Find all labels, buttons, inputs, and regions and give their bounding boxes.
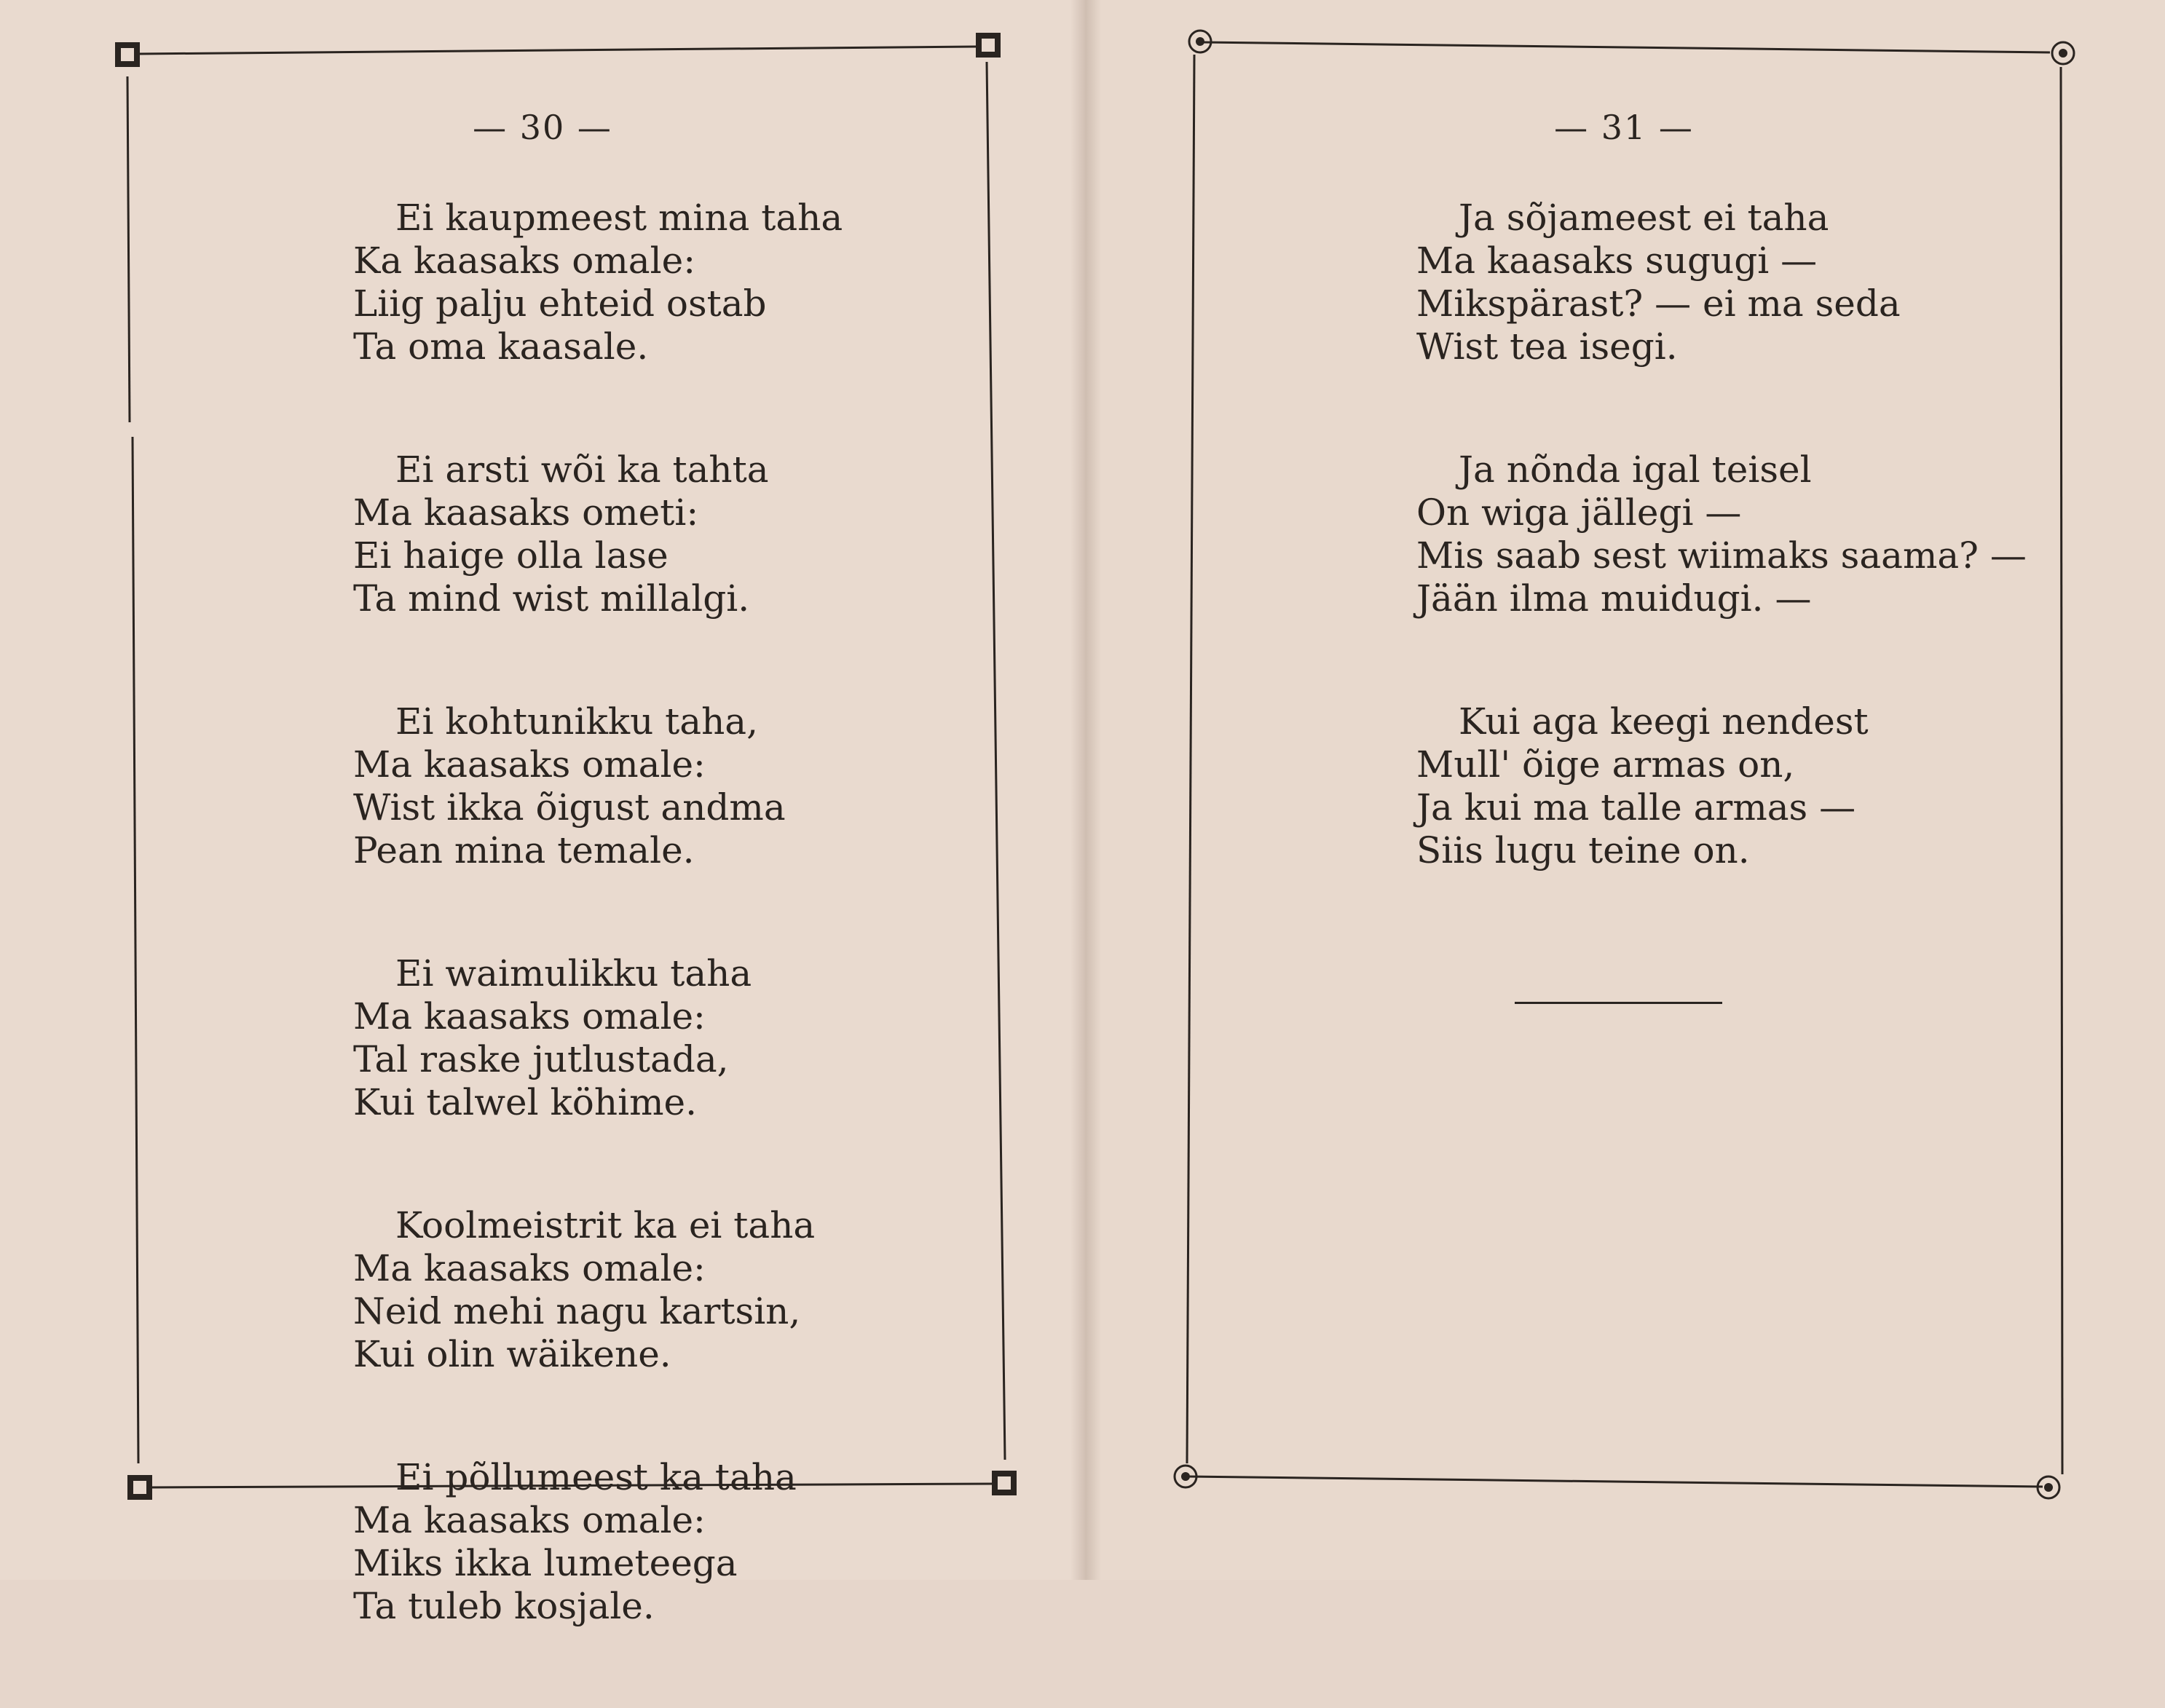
verse-line: Mis saab sest wiimaks saama? — <box>1416 534 2027 577</box>
verse-line: Ei waimulikku taha <box>395 952 752 995</box>
page-number: — 30 — <box>473 108 612 147</box>
stanza <box>1416 197 2021 368</box>
verse-line: Pean mina temale. <box>353 829 695 871</box>
stanza <box>353 1204 863 1376</box>
verse-line: Ta mind wist millalgi. <box>353 577 750 620</box>
poem-text <box>1416 197 2027 952</box>
verse-line: Ma kaasaks omale: <box>353 995 706 1037</box>
verse-line: Ma kaasaks omale: <box>353 1247 706 1289</box>
stanza <box>1416 700 2021 872</box>
verse-line: Miks ikka lumeteega <box>353 1542 738 1584</box>
end-rule <box>1515 1002 1722 1004</box>
corner-ornament-icon <box>127 1475 152 1500</box>
verse-line: Ei kaupmeest mina taha <box>395 197 843 239</box>
verse-line: Mull' õige armas on, <box>1416 743 1795 786</box>
verse-line: Ta tuleb kosjale. <box>353 1585 655 1627</box>
book-gutter <box>1070 0 1101 1580</box>
right-page <box>1085 0 2165 1580</box>
verse-line: Kui talwel köhime. <box>353 1081 697 1123</box>
verse-line: Ka kaasaks omale: <box>353 240 696 282</box>
corner-ornament-icon <box>115 42 140 67</box>
verse-line: Tal raske jutlustada, <box>353 1038 729 1080</box>
verse-line: Jään ilma muidugi. — <box>1416 577 1812 620</box>
verse-line: Neid mehi nagu kartsin, <box>353 1290 801 1332</box>
verse-line: Ta oma kaasale. <box>353 325 649 368</box>
verse-line: Ei kohtunikku taha, <box>395 700 758 743</box>
corner-ornament-icon <box>976 33 1001 58</box>
verse-line: Ja nõnda igal teisel <box>1459 448 1812 491</box>
stanza <box>353 197 863 368</box>
verse-line: Ei arsti wõi ka tahta <box>395 448 769 491</box>
stanza <box>353 1456 863 1628</box>
corner-ornament-icon <box>992 1471 1017 1495</box>
verse-line: Siis lugu teine on. <box>1416 829 1750 871</box>
verse-line: Liig palju ehteid ostab <box>353 282 767 325</box>
verse-line: Wist ikka õigust andma <box>353 786 786 829</box>
verse-line: On wiga jällegi — <box>1416 491 1742 534</box>
verse-line: Ma kaasaks ometi: <box>353 491 699 534</box>
stanza <box>1416 448 2027 620</box>
left-page <box>0 0 1085 1627</box>
verse-line: Ei põllumeest ka taha <box>395 1456 797 1498</box>
verse-line: Kui aga keegi nendest <box>1459 700 1869 743</box>
verse-line: Koolmeistrit ka ei taha <box>395 1204 816 1246</box>
verse-line: Ja kui ma talle armas — <box>1416 786 1856 829</box>
verse-line: Ma kaasaks omale: <box>353 1499 706 1541</box>
poem-text <box>353 197 863 1708</box>
verse-line: Wist tea isegi. <box>1416 325 1678 368</box>
verse-line: Mikspärast? — ei ma seda <box>1416 282 1901 325</box>
verse-line: Kui olin wäikene. <box>353 1333 671 1375</box>
verse-line: Ma kaasaks omale: <box>353 743 706 786</box>
stanza <box>353 700 863 872</box>
page-number: — 31 — <box>1554 108 1694 147</box>
verse-line: Ei haige olla lase <box>353 534 669 577</box>
corner-ornament-icon <box>2052 42 2074 64</box>
verse-line: Ma kaasaks sugugi — <box>1416 240 1818 282</box>
stanza <box>353 448 863 620</box>
verse-line: Ja sõjameest ei taha <box>1459 197 1829 239</box>
stanza <box>353 952 863 1124</box>
